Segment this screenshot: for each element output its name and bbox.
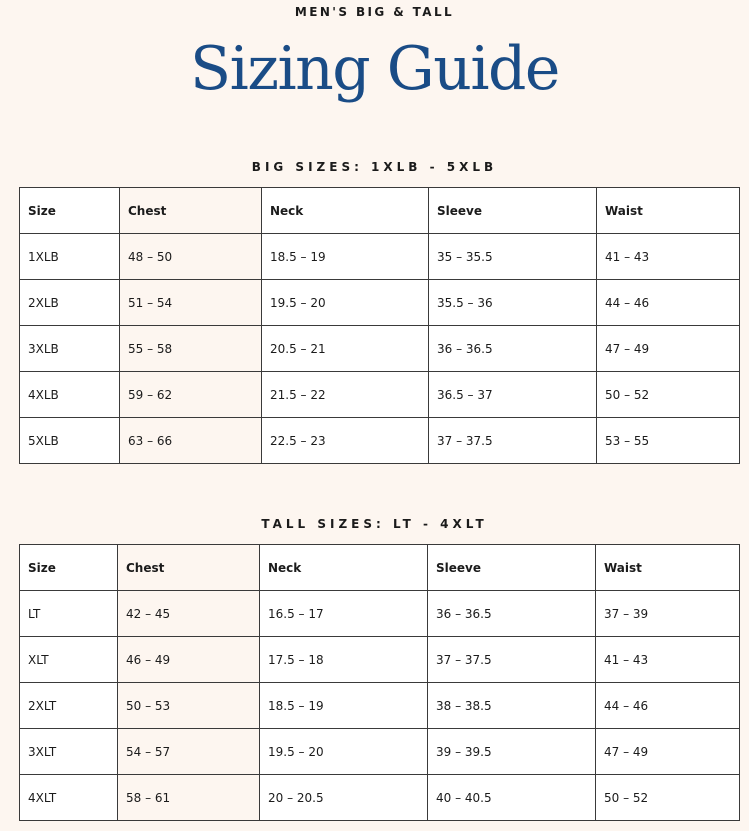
cell-chest: 50 – 53 xyxy=(118,683,260,729)
page-title: Sizing Guide xyxy=(190,34,559,104)
cell-sleeve: 36.5 – 37 xyxy=(429,372,597,418)
eyebrow-text: MEN'S BIG & TALL xyxy=(294,5,455,19)
table-row xyxy=(20,637,740,683)
cell-sleeve: 40 – 40.5 xyxy=(428,775,596,821)
cell-chest: 48 – 50 xyxy=(120,234,262,280)
big-sizes-table xyxy=(19,187,740,464)
cell-size: 4XLT xyxy=(20,775,118,821)
cell-chest: 59 – 62 xyxy=(120,372,262,418)
cell-neck: 22.5 – 23 xyxy=(262,418,429,464)
cell-size: 5XLB xyxy=(20,418,120,464)
cell-neck: 18.5 – 19 xyxy=(260,683,428,729)
cell-chest: 63 – 66 xyxy=(120,418,262,464)
cell-sleeve: 37 – 37.5 xyxy=(428,637,596,683)
header-size: Size xyxy=(20,188,120,234)
cell-size: 3XLB xyxy=(20,326,120,372)
cell-neck: 20 – 20.5 xyxy=(260,775,428,821)
cell-chest: 58 – 61 xyxy=(118,775,260,821)
cell-chest: 42 – 45 xyxy=(118,591,260,637)
table-header-row xyxy=(20,545,740,591)
cell-chest: 55 – 58 xyxy=(120,326,262,372)
cell-neck: 20.5 – 21 xyxy=(262,326,429,372)
cell-waist: 44 – 46 xyxy=(597,280,740,326)
cell-sleeve: 35.5 – 36 xyxy=(429,280,597,326)
cell-neck: 17.5 – 18 xyxy=(260,637,428,683)
table-row xyxy=(20,775,740,821)
cell-sleeve: 35 – 35.5 xyxy=(429,234,597,280)
table-row xyxy=(20,234,740,280)
table-row xyxy=(20,729,740,775)
header-chest: Chest xyxy=(118,545,260,591)
cell-waist: 47 – 49 xyxy=(597,326,740,372)
cell-waist: 53 – 55 xyxy=(597,418,740,464)
cell-chest: 51 – 54 xyxy=(120,280,262,326)
header-neck: Neck xyxy=(262,188,429,234)
cell-sleeve: 36 – 36.5 xyxy=(428,591,596,637)
header-waist: Waist xyxy=(596,545,740,591)
cell-sleeve: 36 – 36.5 xyxy=(429,326,597,372)
cell-chest: 46 – 49 xyxy=(118,637,260,683)
cell-waist: 50 – 52 xyxy=(597,372,740,418)
header-neck: Neck xyxy=(260,545,428,591)
cell-neck: 18.5 – 19 xyxy=(262,234,429,280)
cell-sleeve: 38 – 38.5 xyxy=(428,683,596,729)
header-sleeve: Sleeve xyxy=(429,188,597,234)
header-sleeve: Sleeve xyxy=(428,545,596,591)
cell-size: XLT xyxy=(20,637,118,683)
cell-size: 2XLB xyxy=(20,280,120,326)
big-sizes-title: BIG SIZES: 1XLB - 5XLB xyxy=(251,160,498,174)
cell-size: 3XLT xyxy=(20,729,118,775)
cell-waist: 47 – 49 xyxy=(596,729,740,775)
table-row xyxy=(20,591,740,637)
header-size: Size xyxy=(20,545,118,591)
cell-neck: 16.5 – 17 xyxy=(260,591,428,637)
table-row xyxy=(20,326,740,372)
cell-chest: 54 – 57 xyxy=(118,729,260,775)
cell-size: 1XLB xyxy=(20,234,120,280)
table-header-row xyxy=(20,188,740,234)
cell-waist: 41 – 43 xyxy=(597,234,740,280)
cell-neck: 19.5 – 20 xyxy=(262,280,429,326)
cell-sleeve: 39 – 39.5 xyxy=(428,729,596,775)
cell-neck: 21.5 – 22 xyxy=(262,372,429,418)
cell-size: LT xyxy=(20,591,118,637)
tall-sizes-table xyxy=(19,544,740,821)
tall-sizes-title: TALL SIZES: LT - 4XLT xyxy=(261,517,488,531)
cell-waist: 37 – 39 xyxy=(596,591,740,637)
table-row xyxy=(20,683,740,729)
cell-waist: 41 – 43 xyxy=(596,637,740,683)
cell-waist: 44 – 46 xyxy=(596,683,740,729)
table-row xyxy=(20,280,740,326)
cell-size: 2XLT xyxy=(20,683,118,729)
cell-sleeve: 37 – 37.5 xyxy=(429,418,597,464)
table-row xyxy=(20,372,740,418)
header-waist: Waist xyxy=(597,188,740,234)
header-chest: Chest xyxy=(120,188,262,234)
cell-waist: 50 – 52 xyxy=(596,775,740,821)
table-row xyxy=(20,418,740,464)
cell-size: 4XLB xyxy=(20,372,120,418)
cell-neck: 19.5 – 20 xyxy=(260,729,428,775)
